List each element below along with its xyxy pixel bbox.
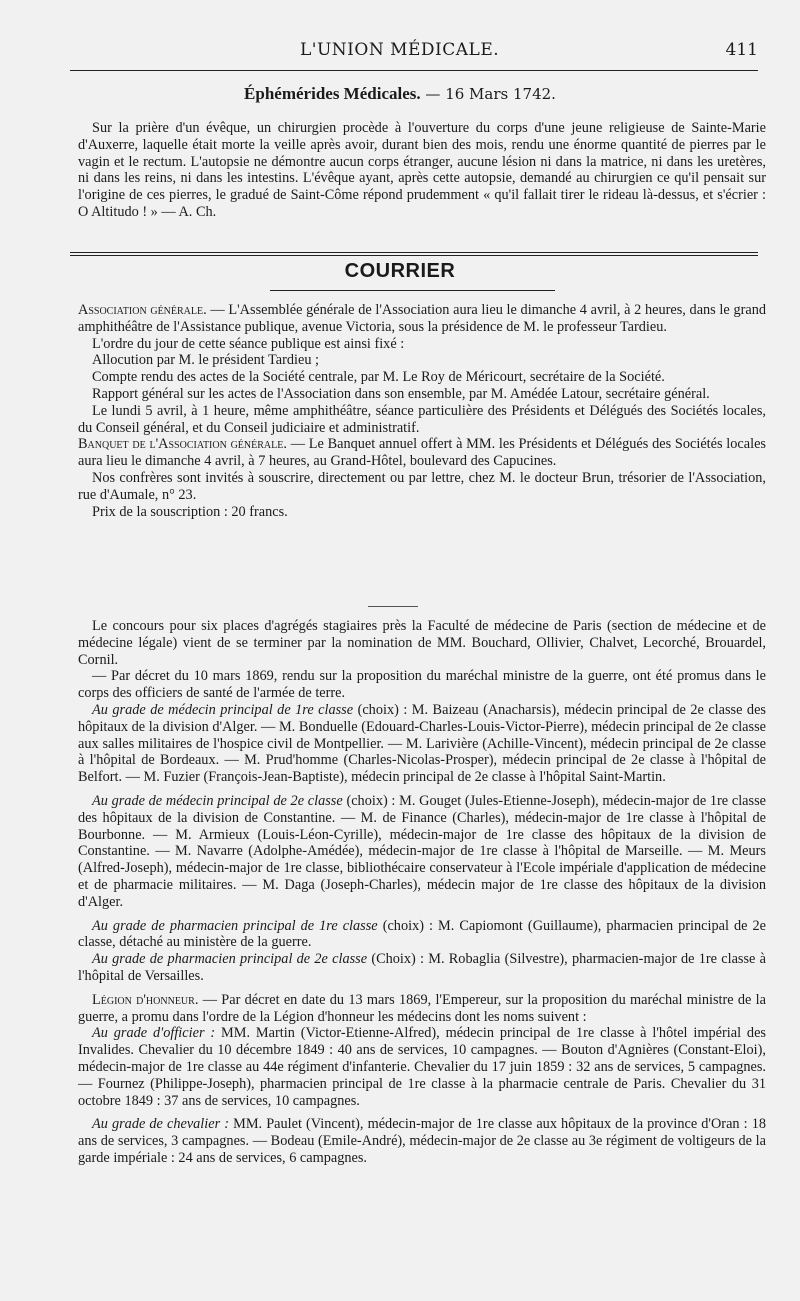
paragraph-officier xyxy=(78,1025,766,1109)
text-grade-pharmacien-2e: (Choix) : M. Robaglia (Silvestre), pharmacien-major de 1re classe à l'hôpital de Versailles. xyxy=(78,951,766,984)
text-grade-medecin-2e: (choix) : M. Gouget (Jules-Etienne-Joseph), médecin-major de 1re classe des hôpitaux de la division de Constantine. — M. de Finance (Charles), médecin-major de 1re classe à l'hôpital de Bourbonne. — M. Armieux (Louis-Léon-Cyrille), médecin-major de 1re classe des hôpitaux de la division de Constantine. — M. Navarre (Adolphe-Amédée), médecin-major de 1re classe à l'hôpital de Marseille. — M. Meurs (Alfred-Joseph), médecin-major de 1re classe, bibliothécaire conservateur à l'Ecole impériale d'application de médecine et de pharmacie militaires. — M. Daga (Joseph-Charles), médecin major de 1re classe des hôpitaux de la division d'Alger. xyxy=(78,792,766,910)
text-grade-pharmacien-1re: (choix) : M. Capiomont (Guillaume), pharmacien principal de 2e classe, détaché au ministère de la guerre. xyxy=(78,917,766,951)
paragraph-lundi: Le lundi 5 avril, à 1 heure, même amphithéâtre, séance particulière des Présidents et Délégués des Sociétés locales, du Conseil général, et du Conseil judiciaire et administratif. xyxy=(78,402,766,436)
header-rule xyxy=(70,70,758,71)
list-item-compte-rendu: Compte rendu des actes de la Société centrale, par M. Le Roy de Méricourt, secrétaire de la Société. xyxy=(92,369,665,386)
ephemerides-title-bold: Éphémérides Médicales. xyxy=(244,84,421,103)
text-banquet: — Le Banquet annuel offert à MM. les Présidents et Délégués des Sociétés locales aura lieu le dimanche 4 avril, à 7 heures, au Grand-Hôtel, boulevard des Capucines. xyxy=(78,436,766,470)
page-header xyxy=(0,40,800,70)
text-legion: — Par décret en date du 13 mars 1869, l'Empereur, sur la proposition du maréchal ministre de la guerre, a promu dans l'ordre de la Légion d'honneur les médecins dont les noms suivent : xyxy=(78,991,766,1025)
courrier-body-1 xyxy=(78,302,766,520)
section-rule-top xyxy=(70,252,758,253)
paragraph-grade-pharmacien-1re xyxy=(78,918,766,952)
paragraph-concours: Le concours pour six places d'agrégés stagiaires près la Faculté de médecine de Paris (section de médecine et de médecine légale) vient de se terminer par la nomination de MM. Bouchard, Ollivier, Chalvet, Lecorché, Brouardel, Cornil. xyxy=(78,618,766,668)
ephemerides-title xyxy=(0,84,800,104)
label-officier: Au grade d'officier : xyxy=(92,1025,216,1042)
paragraph-grade-medecin-2e xyxy=(78,793,766,911)
label-legion: Légion d'honneur. xyxy=(92,991,199,1008)
paragraph-banquet xyxy=(78,436,766,470)
courrier-underline xyxy=(270,290,555,291)
paragraph-prix: Prix de la souscription : 20 francs. xyxy=(92,503,288,520)
label-banquet: Banquet de l'Association générale. xyxy=(78,436,287,453)
paragraph-decret: — Par décret du 10 mars 1869, rendu sur la proposition du maréchal ministre de la guerre, ont été promus dans le corps des officiers de santé de l'armée de terre. xyxy=(78,668,766,702)
label-grade-medecin-1re: Au grade de médecin principal de 1re classe xyxy=(92,701,354,718)
paragraph-grade-pharmacien-2e xyxy=(78,951,766,985)
ephemerides-paragraph: Sur la prière d'un évêque, un chirurgien procède à l'ouverture du corps d'une jeune religieuse de Sainte-Marie d'Auxerre, laquelle était morte la veille après avoir, durant bien des mois, rendu une énorme quantité de pierres par le vagin et le rectum. L'autopsie ne démontre aucun corps étranger, aucune lésion ni dans la matrice, ni dans les uretères, ni dans les reins, ni dans les intestins. L'évêque ayant, après cette autopsie, demandé au chirurgien ce qu'il pensait sur l'origine de ces pierres, le gradué de Saint-Côme répond prudemment « qu'il fallait tirer le rideau là-dessus, et s'écrier : O Altitudo ! » — A. Ch. xyxy=(78,120,766,220)
text-officier: MM. Martin (Victor-Etienne-Alfred), médecin principal de 1re classe à l'hôtel impérial des Invalides. Chevalier du 10 décembre 1849 : 40 ans de services, 10 campagnes. — Bouton d'Agnières (Constant-Eloi), médecin-major de 1re classe au 44e régiment d'infanterie. Chevalier du 17 juin 1859 : 32 ans de services, 5 campagnes. — Fournez (Philippe-Joseph), pharmacien principal de 1re classe à la pharmacie centrale de Paris. Chevalier du 31 octobre 1849 : 37 ans de services, 10 campagnes. xyxy=(78,1025,766,1109)
list-item-rapport: Rapport général sur les actes de l'Association dans son ensemble, par M. Amédée Latour, secrétaire général. xyxy=(92,385,710,402)
text-chevalier: MM. Paulet (Vincent), médecin-major de 1re classe aux hôpitaux de la province d'Oran : 18 ans de services, 3 campagnes. — Bodeau (Emile-André), médecin-major de 2e classe au 3e régiment de voltigeurs de la garde impériale : 24 ans de services, 6 campagnes. xyxy=(78,1116,766,1166)
courrier-body-2 xyxy=(78,618,766,1167)
ephemerides-body xyxy=(78,120,766,221)
paragraph-chevalier xyxy=(78,1116,766,1166)
running-title: L'UNION MÉDICALE. xyxy=(300,40,500,60)
paragraph-grade-medecin-1re xyxy=(78,702,766,786)
label-association: Association générale. xyxy=(78,302,207,318)
paragraph-association xyxy=(78,302,766,336)
paragraph-souscription: Nos confrères sont invités à souscrire, directement ou par lettre, chez M. le docteur Brun, trésorier de l'Association, rue d'Aumale, n° 23. xyxy=(78,469,766,503)
ephemerides-date: — 16 Mars 1742. xyxy=(425,85,556,103)
label-chevalier: Au grade de chevalier : xyxy=(92,1116,230,1133)
text-association: — L'Assemblée générale de l'Association aura lieu le dimanche 4 avril, à 2 heures, dans le grand amphithéâtre de l'Assistance publique, avenue Victoria, sous la présidence de M. le professeur Tardieu. xyxy=(78,302,766,335)
paragraph-ordre: L'ordre du jour de cette séance publique est ainsi fixé : xyxy=(92,335,405,352)
page-number: 411 xyxy=(725,40,758,60)
list-item-allocution: Allocution par M. le président Tardieu ; xyxy=(92,352,320,369)
paragraph-legion xyxy=(78,992,766,1026)
label-grade-medecin-2e: Au grade de médecin principal de 2e classe xyxy=(92,792,343,809)
courrier-heading: COURRIER xyxy=(344,260,456,282)
label-grade-pharmacien-1re: Au grade de pharmacien principal de 1re classe xyxy=(92,917,378,934)
section-rule-top-2 xyxy=(70,255,758,256)
section-separator xyxy=(368,606,418,607)
label-grade-pharmacien-2e: Au grade de pharmacien principal de 2e classe xyxy=(92,951,368,968)
text-grade-medecin-1re: (choix) : M. Baizeau (Anacharsis), médecin principal de 2e classe des hôpitaux de la division d'Alger. — M. Bonduelle (Edouard-Charles-Louis-Victor-Pierre), médecin principal de 2e classe aux salles militaires de l'hospice civil de Montpellier. — M. Larivière (Achille-Vincent), médecin principal de 2e classe à l'hôpital de Bordeaux. — M. Prud'homme (Charles-Nicolas-Prosper), médecin principal de 2e classe à l'hôpital de Belfort. — M. Fuzier (François-Jean-Baptiste), médecin principal de 2e classe à l'hôpital Saint-Martin. xyxy=(78,701,766,786)
